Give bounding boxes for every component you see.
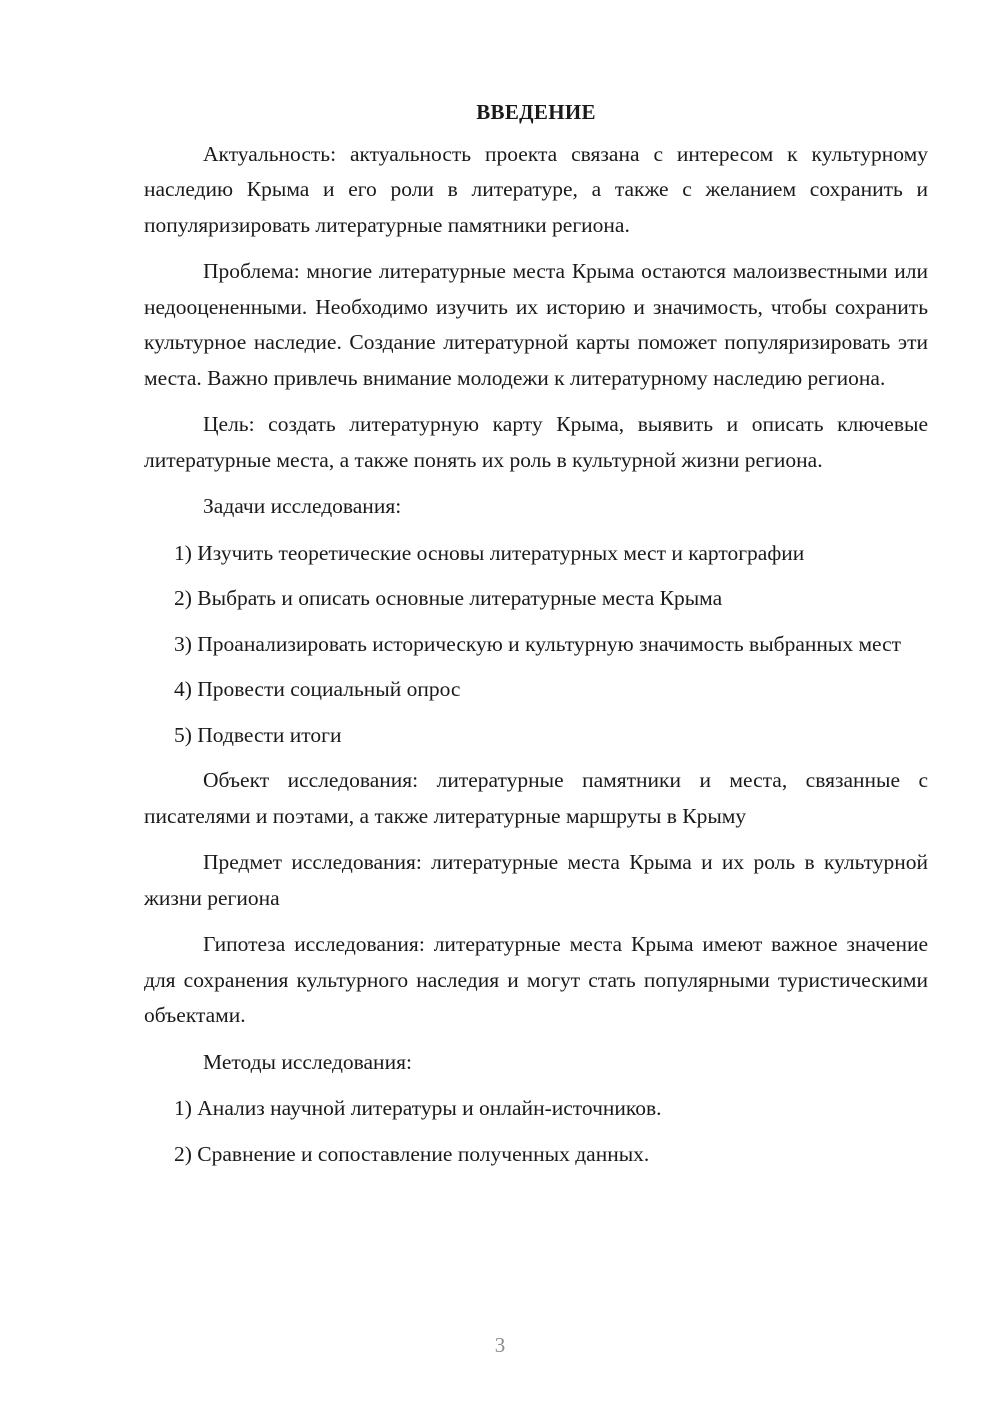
task-item: 3) Проанализировать историческую и культурную значимость выбранных мест bbox=[174, 631, 902, 656]
page-content bbox=[144, 95, 928, 1182]
task-item: 2) Выбрать и описать основные литературные места Крыма bbox=[174, 586, 723, 610]
problem-paragraph: Проблема: многие литературные места Крыма остаются малоизвестными или недооцененными. Необходимо изучить их историю и значимость, чтобы сохранить культурное наследие. Создание литературной карты поможет популяризировать эти места. Важно привлечь внимание молодежи к литературному наследию региона. bbox=[144, 259, 928, 390]
task-item: 1) Изучить теоретические основы литературных мест и картографии bbox=[174, 540, 805, 565]
subject-paragraph: Предмет исследования: литературные места Крыма и их роль в культурной жизни региона bbox=[144, 850, 928, 910]
page-title: ВВЕДЕНИЕ bbox=[476, 100, 596, 124]
goal-paragraph: Цель: создать литературную карту Крыма, выявить и описать ключевые литературные места, а также понять их роль в культурной жизни региона. bbox=[144, 412, 928, 472]
task-item: 5) Подвести итоги bbox=[174, 722, 342, 747]
page-number: 3 bbox=[494, 1333, 506, 1357]
hypothesis-paragraph: Гипотеза исследования: литературные места Крыма имеют важное значение для сохранения культурного наследия и могут стать популярными туристическими объектами. bbox=[144, 932, 928, 1027]
relevance-paragraph: Актуальность: актуальность проекта связана с интересом к культурному наследию Крыма и его роли в литературе, а также с желанием сохранить и популяризировать литературные памятники региона. bbox=[144, 141, 928, 237]
object-paragraph: Объект исследования: литературные памятники и места, связанные с писателями и поэтами, а также литературные маршруты в Крыму bbox=[144, 768, 928, 828]
task-item: 4) Провести социальный опрос bbox=[174, 677, 461, 701]
method-item: 1) Анализ научной литературы и онлайн-источников. bbox=[174, 1096, 662, 1120]
method-item: 2) Сравнение и сопоставление полученных данных. bbox=[174, 1141, 650, 1166]
tasks-heading: Задачи исследования: bbox=[203, 494, 402, 518]
methods-heading: Методы исследования: bbox=[203, 1049, 412, 1074]
